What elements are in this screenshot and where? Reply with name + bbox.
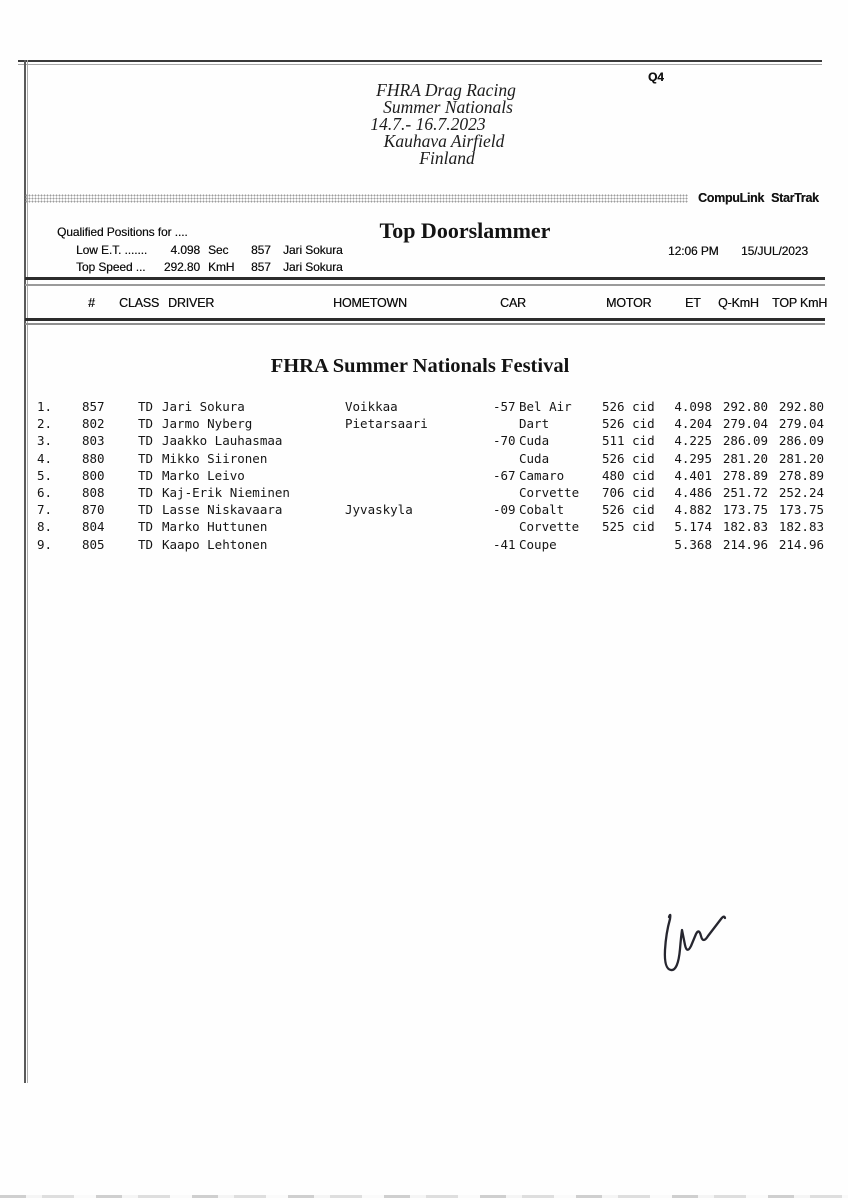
cell-et: 4.486: [674, 484, 712, 500]
cell-driver: Kaj-Erik Nieminen: [162, 484, 290, 500]
event-venue-line: Kauhava Airfield: [383, 131, 505, 151]
cell-et: 4.295: [674, 450, 712, 466]
header-rule-top: [25, 277, 825, 280]
cell-motor: 480 cid: [602, 467, 655, 483]
print-date: 15/JUL/2023: [741, 244, 808, 258]
cell-driver: Jari Sokura: [162, 399, 245, 414]
cell-et: 4.204: [674, 416, 712, 432]
cell-q-kmh: 182.83: [722, 519, 768, 535]
col-header-class: CLASS: [119, 296, 159, 310]
results-rows: [0, 399, 848, 554]
cell-driver: Marko Leivo: [162, 467, 245, 483]
event-title-line: Summer Nationals: [383, 97, 513, 117]
signature-scribble: [653, 903, 739, 977]
cell-driver: Jaakko Lauhasmaa: [162, 433, 283, 449]
table-row: [0, 468, 848, 485]
halftone-separator-band: [25, 194, 688, 203]
cell-car-model: Bel Air: [519, 399, 572, 414]
cell-rank: 8.: [36, 519, 52, 535]
page-border-top-inner: [18, 64, 822, 65]
cell-car-model: Coupe: [519, 536, 557, 552]
cell-driver: Lasse Niskavaara: [162, 502, 283, 518]
cell-motor: 511 cid: [602, 433, 655, 449]
cell-et: 5.174: [674, 519, 712, 535]
table-row: [0, 502, 848, 519]
cell-motor: 526 cid: [602, 502, 655, 518]
cell-q-kmh: 173.75: [722, 502, 768, 518]
cell-car-year: -57: [493, 399, 516, 414]
cell-car-model: Camaro: [519, 467, 565, 483]
table-row: [0, 451, 848, 468]
cell-class: TD: [138, 502, 154, 518]
cell-class: TD: [138, 536, 154, 552]
cell-car-year: -41: [493, 536, 516, 552]
cell-driver: Marko Huttunen: [162, 519, 268, 535]
cell-number: 880: [82, 450, 105, 466]
cell-top-kmh: 182.83: [778, 519, 824, 535]
cell-q-kmh: 286.09: [722, 433, 768, 449]
category-title: Top Doorslammer: [379, 218, 551, 243]
cell-top-kmh: 279.04: [778, 416, 824, 432]
cell-rank: 3.: [36, 433, 52, 449]
cell-hometown: Pietarsaari: [345, 416, 428, 432]
cell-top-kmh: 214.96: [778, 536, 824, 552]
cell-class: TD: [138, 433, 154, 449]
low-et-label: Low E.T. .......: [76, 243, 148, 257]
cell-car-model: Corvette: [519, 519, 580, 535]
table-row: [0, 433, 848, 450]
cell-number: 802: [82, 416, 105, 432]
cell-et: 4.401: [674, 467, 712, 483]
col-header-driver: DRIVER: [168, 296, 215, 310]
cell-et: 5.368: [674, 536, 712, 552]
cell-top-kmh: 281.20: [778, 450, 824, 466]
low-et-row: [0, 243, 848, 258]
cell-car-year: -70: [493, 433, 516, 449]
table-row: [0, 537, 848, 554]
cell-class: TD: [138, 467, 154, 483]
cell-class: TD: [138, 484, 154, 500]
cell-motor: 526 cid: [602, 399, 655, 414]
col-header-car: CAR: [500, 296, 526, 310]
cell-et: 4.882: [674, 502, 712, 518]
cell-top-kmh: 286.09: [778, 433, 824, 449]
event-header: [46, 82, 846, 167]
cell-car-model: Cobalt: [519, 502, 565, 518]
cell-car-model: Cuda: [519, 450, 550, 466]
cell-rank: 5.: [36, 467, 52, 483]
cell-et: 4.225: [674, 433, 712, 449]
col-header-et: ET: [685, 296, 701, 310]
table-row: [0, 485, 848, 502]
cell-number: 800: [82, 467, 105, 483]
cell-class: TD: [138, 519, 154, 535]
print-time: 12:06 PM: [668, 244, 719, 258]
cell-class: TD: [138, 450, 154, 466]
low-et-driver: Jari Sokura: [283, 243, 343, 257]
col-header-motor: MOTOR: [606, 296, 652, 310]
qualified-positions-title: Qualified Positions for ....: [57, 225, 188, 239]
top-speed-label: Top Speed ...: [76, 260, 146, 274]
page-border-top: [18, 60, 822, 62]
table-row: [0, 519, 848, 536]
scan-bottom-edge: [0, 1195, 848, 1198]
cell-q-kmh: 214.96: [722, 536, 768, 552]
cell-hometown: Voikkaa: [345, 399, 398, 414]
event-date-line: 14.7.- 16.7.2023: [370, 114, 486, 134]
header-rule-top-thin: [25, 284, 825, 286]
cell-car-year: -09: [493, 502, 516, 518]
cell-q-kmh: 281.20: [722, 450, 768, 466]
top-speed-unit: KmH: [208, 260, 235, 274]
cell-class: TD: [138, 416, 154, 432]
cell-q-kmh: 278.89: [722, 467, 768, 483]
cell-number: 857: [82, 399, 105, 414]
cell-number: 803: [82, 433, 105, 449]
cell-number: 870: [82, 502, 105, 518]
cell-number: 804: [82, 519, 105, 535]
results-column-headers: [0, 296, 848, 312]
cell-motor: 526 cid: [602, 450, 655, 466]
cell-driver: Kaapo Lehtonen: [162, 536, 268, 552]
top-speed-row: [0, 260, 848, 275]
header-rule-bottom: [25, 318, 825, 321]
cell-rank: 7.: [36, 502, 52, 518]
cell-rank: 4.: [36, 450, 52, 466]
cell-top-kmh: 173.75: [778, 502, 824, 518]
col-header-q-kmh: Q-KmH: [718, 296, 759, 310]
cell-car-model: Dart: [519, 416, 550, 432]
session-label: Q4: [648, 70, 664, 84]
table-row: [0, 416, 848, 433]
low-et-unit: Sec: [208, 243, 229, 257]
cell-rank: 1.: [36, 399, 52, 414]
cell-rank: 9.: [36, 536, 52, 552]
top-speed-entry: 857: [251, 260, 271, 274]
page-border-left-inner: [27, 60, 28, 1083]
cell-motor: 526 cid: [602, 416, 655, 432]
cell-motor: 706 cid: [602, 484, 655, 500]
cell-et: 4.098: [674, 399, 712, 414]
top-speed-value: 292.80: [163, 260, 200, 274]
cell-q-kmh: 251.72: [722, 484, 768, 500]
cell-rank: 2.: [36, 416, 52, 432]
cell-car-year: -67: [493, 467, 516, 483]
low-et-value: 4.098: [170, 243, 200, 257]
low-et-entry: 857: [251, 243, 271, 257]
cell-top-kmh: 278.89: [778, 467, 824, 483]
cell-number: 808: [82, 484, 105, 500]
cell-number: 805: [82, 536, 105, 552]
brand-compulink: CompuLink: [698, 191, 765, 205]
festival-title: FHRA Summer Nationals Festival: [270, 355, 570, 377]
timing-system-brand: [698, 191, 819, 205]
header-rule-bottom-thin: [25, 323, 825, 325]
cell-driver: Jarmo Nyberg: [162, 416, 253, 432]
table-row: [0, 399, 848, 416]
cell-hometown: Jyvaskyla: [345, 502, 413, 518]
cell-top-kmh: 292.80: [778, 399, 824, 414]
col-header-top-kmh: TOP KmH: [772, 296, 828, 310]
cell-rank: 6.: [36, 484, 52, 500]
col-header-number: #: [88, 296, 95, 310]
cell-driver: Mikko Siironen: [162, 450, 268, 466]
cell-car-model: Corvette: [519, 484, 580, 500]
cell-q-kmh: 292.80: [722, 399, 768, 414]
event-country-line: Finland: [419, 148, 475, 168]
cell-class: TD: [138, 399, 154, 414]
brand-startrak: StarTrak: [771, 191, 819, 205]
top-speed-driver: Jari Sokura: [283, 260, 343, 274]
page-border-left: [24, 60, 26, 1083]
cell-q-kmh: 279.04: [722, 416, 768, 432]
cell-car-model: Cuda: [519, 433, 550, 449]
cell-top-kmh: 252.24: [778, 484, 824, 500]
col-header-hometown: HOMETOWN: [333, 296, 407, 310]
event-title-line: FHRA Drag Racing: [376, 80, 516, 100]
cell-motor: 525 cid: [602, 519, 655, 535]
